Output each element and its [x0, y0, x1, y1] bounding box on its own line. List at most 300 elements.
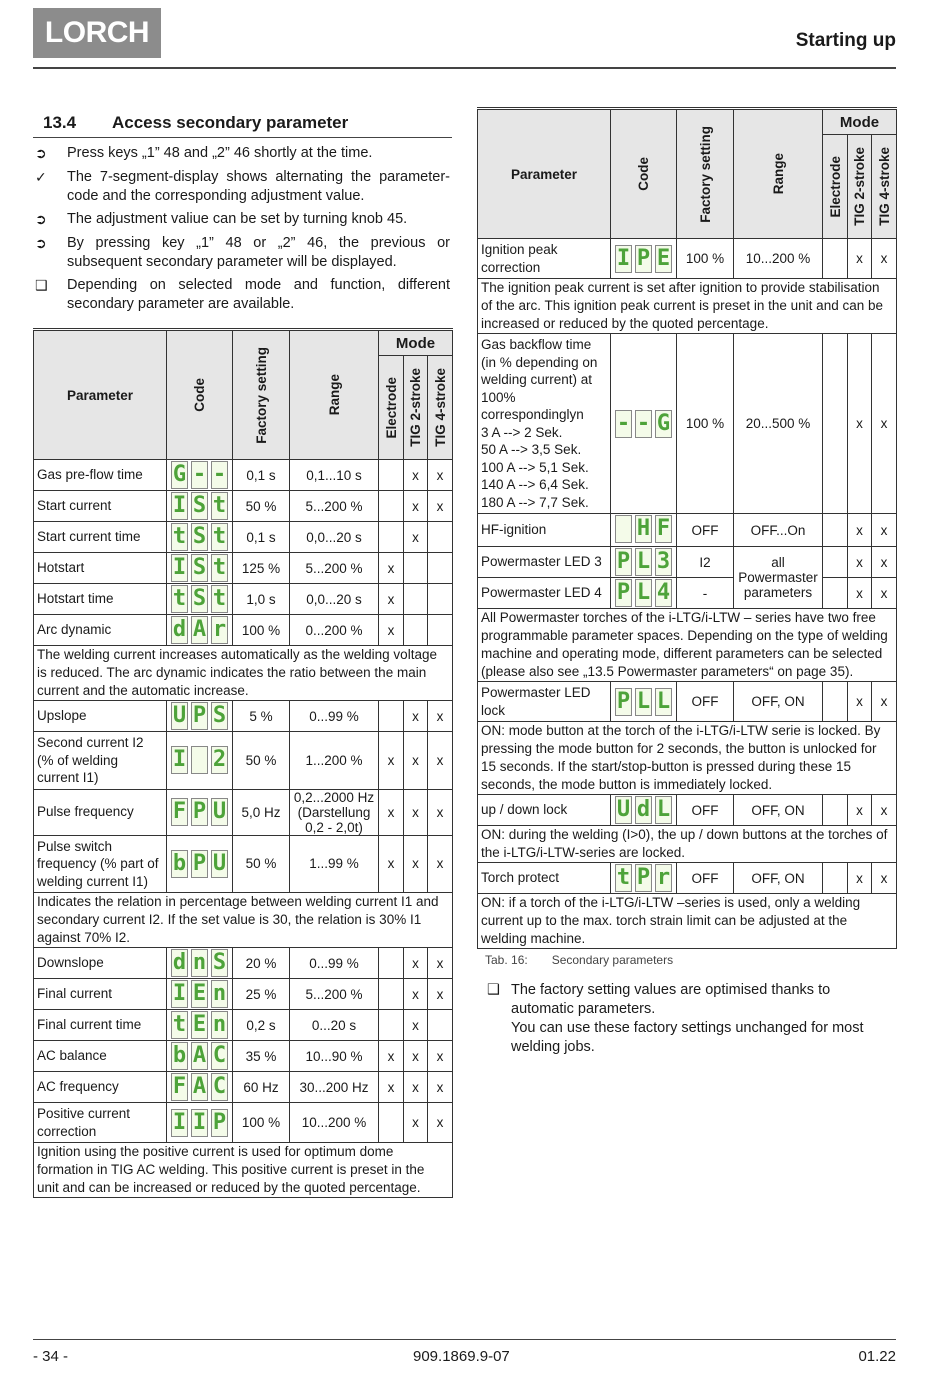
tig4-cell: x	[428, 1103, 453, 1143]
table-row	[34, 979, 453, 1010]
tig2-cell: x	[404, 1103, 428, 1143]
segment-digit: F	[172, 799, 187, 824]
segment-digit: G	[172, 462, 187, 487]
factory-cell: 5 %	[233, 701, 290, 732]
table-row	[34, 835, 453, 893]
col-tig2: TIG 2-stroke	[408, 368, 423, 447]
factory-cell: 20 %	[233, 948, 290, 979]
page-number: - 34 -	[33, 1348, 69, 1365]
seven-segment-display	[171, 1072, 228, 1102]
document-number: 909.1869.9-07	[413, 1348, 510, 1365]
code-cell	[167, 789, 233, 835]
table-row	[478, 514, 897, 547]
parameter-cell: Ignition peak correction	[478, 239, 611, 279]
segment-digit: -	[192, 462, 207, 487]
instruction-text: The 7-segment-display shows alternating the parameter-code and the corresponding adjustment value.	[67, 168, 450, 204]
code-cell	[611, 334, 677, 514]
code-cell	[167, 835, 233, 893]
instruction-item	[33, 168, 452, 206]
segment-digit: -	[616, 410, 631, 436]
segment-digit: I	[172, 555, 187, 580]
tig4-cell: x	[428, 789, 453, 835]
factory-cell: 100 %	[677, 239, 734, 279]
col-code: Code	[192, 378, 207, 412]
parameter-cell: Final current	[34, 979, 167, 1010]
segment-digit: I	[192, 1109, 207, 1135]
range-cell: OFF...On	[734, 514, 823, 547]
segment-digit: P	[192, 799, 207, 824]
instruction-text: Depending on selected mode and function, different secondary parameter are available.	[67, 277, 450, 312]
instruction-item	[33, 234, 452, 272]
segment-digit: t	[616, 865, 631, 890]
col-parameter: Parameter	[478, 109, 611, 239]
seven-segment-display	[171, 491, 228, 521]
seven-segment-display	[615, 795, 672, 825]
factory-cell: 0,1 s	[233, 460, 290, 491]
table-note-row	[478, 609, 897, 682]
table-row	[478, 795, 897, 826]
factory-cell: 5,0 Hz	[233, 789, 290, 835]
tig2-cell: x	[848, 334, 872, 514]
footer-divider	[33, 1339, 896, 1340]
tig2-cell: x	[848, 514, 872, 547]
seven-segment-display	[171, 615, 228, 645]
segment-digit: n	[192, 950, 207, 975]
tig2-cell: x	[404, 979, 428, 1010]
parameter-cell: Arc dynamic	[34, 615, 167, 646]
col-factory: Factory setting	[697, 125, 713, 223]
tig4-cell	[428, 522, 453, 553]
factory-cell: -	[677, 578, 734, 609]
col-parameter: Parameter	[34, 330, 167, 460]
segment-digit: A	[192, 1043, 207, 1068]
segment-digit: F	[172, 1074, 187, 1099]
segment-digit: b	[172, 1043, 187, 1068]
seven-segment-display	[171, 584, 228, 614]
factory-cell: OFF	[677, 795, 734, 826]
tig2-cell: x	[848, 547, 872, 578]
chapter-title: Starting up	[795, 30, 896, 51]
segment-digit: L	[636, 580, 651, 605]
segment-digit: I	[172, 747, 187, 773]
code-cell	[611, 239, 677, 279]
seven-segment-display	[171, 522, 228, 552]
seven-segment-display	[171, 797, 228, 827]
range-cell: 5...200 %	[290, 979, 379, 1010]
parameter-cell: Start current time	[34, 522, 167, 553]
seven-segment-display	[171, 460, 228, 490]
tig4-cell: x	[428, 979, 453, 1010]
code-cell	[167, 1010, 233, 1041]
tig4-cell: x	[872, 547, 897, 578]
col-tig2: TIG 2-stroke	[852, 147, 867, 226]
range-cell: 10...200 %	[290, 1103, 379, 1143]
bullet-icon: ➲	[35, 145, 47, 161]
range-cell: 0...99 %	[290, 701, 379, 732]
factory-cell: 0,2 s	[233, 1010, 290, 1041]
tig4-cell: x	[428, 460, 453, 491]
parameter-cell: Powermaster LED 3	[478, 547, 611, 578]
table-row	[478, 334, 897, 514]
left-column	[33, 113, 452, 1198]
segment-digit: E	[656, 245, 671, 271]
tig2-cell: x	[404, 1041, 428, 1072]
tig4-cell: x	[872, 334, 897, 514]
factory-cell: OFF	[677, 863, 734, 894]
segment-digit: b	[172, 850, 187, 876]
table-note-row	[478, 722, 897, 795]
range-cell: 5...200 %	[290, 553, 379, 584]
tig2-cell: x	[404, 701, 428, 732]
segment-digit: S	[192, 524, 207, 549]
table-note: The ignition peak current is set after ignition to provide stabilisation of the arc. This ignition peak current is preset in the unit and can be increased or reduced by the quoted percentage.	[478, 279, 897, 334]
range-cell: 0...20 s	[290, 1010, 379, 1041]
parameter-cell: Downslope	[34, 948, 167, 979]
factory-cell: 35 %	[233, 1041, 290, 1072]
col-tig4: TIG 4-stroke	[432, 368, 448, 447]
code-cell	[611, 682, 677, 722]
tig4-cell: x	[428, 701, 453, 732]
segment-digit: S	[212, 703, 227, 728]
table-note-row	[478, 826, 897, 863]
code-cell	[167, 460, 233, 491]
segment-digit: r	[656, 865, 671, 890]
instruction-text: By pressing key „1” 48 or „2” 46, the previous or subsequent secondary parameter will be displayed.	[67, 234, 450, 270]
seven-segment-display	[171, 849, 228, 879]
segment-digit: t	[212, 555, 227, 580]
code-cell	[167, 491, 233, 522]
tig4-cell	[428, 584, 453, 615]
factory-note-text-2: You can use these factory settings unchanged for most welding jobs.	[511, 1020, 864, 1055]
col-mode: Mode	[823, 109, 897, 135]
factory-cell: 0,1 s	[233, 522, 290, 553]
electrode-cell	[379, 460, 404, 491]
table-row	[34, 732, 453, 790]
segment-digit: A	[192, 617, 207, 642]
segment-digit: U	[616, 797, 631, 822]
table-row	[34, 948, 453, 979]
table-row	[34, 584, 453, 615]
tig2-cell: x	[404, 491, 428, 522]
code-cell	[611, 863, 677, 894]
segment-digit: G	[656, 410, 671, 436]
segment-digit: S	[192, 493, 207, 518]
tig4-cell: x	[428, 491, 453, 522]
segment-digit: U	[172, 703, 187, 728]
code-cell	[167, 1072, 233, 1103]
col-tig4: TIG 4-stroke	[876, 147, 892, 226]
factory-cell: 25 %	[233, 979, 290, 1010]
table-row	[34, 701, 453, 732]
table-row	[478, 547, 897, 578]
code-cell	[167, 979, 233, 1010]
tig4-cell: x	[428, 835, 453, 893]
electrode-cell: x	[379, 553, 404, 584]
parameter-cell: Powermaster LED lock	[478, 682, 611, 722]
factory-cell: 100 %	[677, 334, 734, 514]
seven-segment-display	[615, 578, 672, 608]
segment-digit: I	[172, 493, 187, 518]
tig2-cell	[404, 584, 428, 615]
tig2-cell: x	[404, 948, 428, 979]
code-cell	[167, 1103, 233, 1143]
table-row	[34, 553, 453, 584]
section-number: 13.4	[43, 113, 77, 132]
tig2-cell: x	[404, 789, 428, 835]
tig2-cell	[404, 553, 428, 584]
segment-digit: E	[192, 1012, 207, 1037]
parameter-cell: up / down lock	[478, 795, 611, 826]
tig4-cell: x	[872, 682, 897, 722]
tig2-cell: x	[848, 682, 872, 722]
code-cell	[167, 584, 233, 615]
segment-digit: -	[212, 462, 227, 487]
range-cell: 0,0...20 s	[290, 584, 379, 615]
parameter-cell: Pulse switch frequency (% part of welding current I1)	[34, 835, 167, 893]
electrode-cell	[379, 1010, 404, 1041]
factory-cell: I2	[677, 547, 734, 578]
bullet-icon: ➲	[35, 234, 47, 251]
table-note: Ignition using the positive current is used for optimum dome formation in TIG AC welding. This positive current is preset in the unit and can be increased or reduced by the quoted percentage.	[34, 1143, 453, 1198]
segment-digit: d	[172, 950, 187, 975]
segment-digit: S	[212, 950, 227, 975]
electrode-cell	[823, 334, 848, 514]
segment-digit: P	[212, 1109, 227, 1135]
segment-digit: E	[192, 981, 207, 1006]
range-cell: 20...500 %	[734, 334, 823, 514]
instruction-item	[33, 210, 452, 229]
seven-segment-display	[171, 1010, 228, 1040]
section-heading	[33, 113, 452, 138]
seven-segment-display	[615, 244, 672, 274]
factory-cell: 1,0 s	[233, 584, 290, 615]
segment-digit: H	[636, 516, 651, 541]
table-row	[34, 491, 453, 522]
table-row	[478, 578, 897, 609]
seven-segment-display	[171, 745, 228, 775]
range-cell: 10...90 %	[290, 1041, 379, 1072]
seven-segment-display	[615, 687, 672, 717]
factory-cell: 50 %	[233, 835, 290, 893]
electrode-cell: x	[379, 1072, 404, 1103]
parameter-cell: Hotstart	[34, 553, 167, 584]
table-note-row	[34, 646, 453, 701]
segment-digit: P	[616, 688, 631, 714]
tig2-cell: x	[848, 578, 872, 609]
electrode-cell	[823, 547, 848, 578]
electrode-cell	[379, 1103, 404, 1143]
electrode-cell: x	[379, 789, 404, 835]
segment-digit: L	[656, 688, 671, 714]
header-divider	[33, 67, 896, 69]
segment-digit: C	[212, 1043, 227, 1068]
electrode-cell	[379, 522, 404, 553]
parameter-cell: HF-ignition	[478, 514, 611, 547]
tig2-cell: x	[848, 239, 872, 279]
revision-date: 01.22	[858, 1348, 896, 1365]
seven-segment-display	[171, 1041, 228, 1071]
tig4-cell: x	[428, 1041, 453, 1072]
table-row	[34, 522, 453, 553]
tig2-cell: x	[404, 835, 428, 893]
col-factory: Factory setting	[253, 346, 269, 444]
range-cell: 0,0...20 s	[290, 522, 379, 553]
range-cell: OFF, ON	[734, 863, 823, 894]
segment-digit: L	[636, 549, 651, 574]
segment-digit: t	[172, 586, 187, 611]
code-cell	[611, 795, 677, 826]
range-cell: 10...200 %	[734, 239, 823, 279]
segment-digit	[191, 746, 208, 774]
tig2-cell: x	[848, 863, 872, 894]
segment-digit: U	[212, 799, 227, 824]
code-cell	[167, 948, 233, 979]
code-cell	[611, 547, 677, 578]
tig4-cell: x	[428, 948, 453, 979]
tig2-cell: x	[404, 460, 428, 491]
parameter-cell: AC frequency	[34, 1072, 167, 1103]
parameter-cell: Positive current correction	[34, 1103, 167, 1143]
range-cell: 5...200 %	[290, 491, 379, 522]
range-cell: 0,1...10 s	[290, 460, 379, 491]
segment-digit: I	[172, 981, 187, 1006]
table-note: ON: mode button at the torch of the i-LTG/i-LTW serie is locked. By pressing the mode button for 2 seconds, the button is unlocked for 15 seconds. If the start/stop-button is pressed during these 15 seconds, the mode button is immediately locked.	[478, 722, 897, 795]
col-range: Range	[770, 153, 786, 195]
table-row	[478, 239, 897, 279]
range-cell: 0...200 %	[290, 615, 379, 646]
table-note: ON: if a torch of the i-LTG/i-LTW –series is used, only a welding current up to the max. torch strain limit can be adjusted at the welding machine.	[478, 894, 897, 949]
parameter-cell: Powermaster LED 4	[478, 578, 611, 609]
seven-segment-display	[615, 409, 672, 439]
parameter-cell: Start current	[34, 491, 167, 522]
segment-digit: L	[656, 797, 671, 822]
tig2-cell: x	[848, 795, 872, 826]
tig2-cell: x	[404, 732, 428, 790]
segment-digit: L	[636, 688, 651, 714]
code-cell	[167, 732, 233, 790]
electrode-cell	[823, 514, 848, 547]
table-row	[34, 460, 453, 491]
electrode-cell: x	[379, 1041, 404, 1072]
parameter-cell: Final current time	[34, 1010, 167, 1041]
table-row	[34, 1072, 453, 1103]
col-electrode: Electrode	[827, 155, 843, 218]
code-cell	[167, 1041, 233, 1072]
segment-digit: S	[192, 555, 207, 580]
segment-digit: d	[172, 617, 187, 642]
factory-cell: OFF	[677, 682, 734, 722]
segment-digit: d	[636, 797, 651, 822]
section-title: Access secondary parameter	[112, 113, 349, 132]
code-cell	[611, 514, 677, 547]
tig2-cell: x	[404, 1072, 428, 1103]
segment-digit: U	[212, 850, 227, 876]
factory-cell: 50 %	[233, 732, 290, 790]
segment-digit: n	[212, 981, 227, 1006]
tig4-cell: x	[428, 732, 453, 790]
factory-cell: 125 %	[233, 553, 290, 584]
seven-segment-display	[171, 1108, 228, 1138]
parameter-cell: Torch protect	[478, 863, 611, 894]
tig4-cell: x	[872, 514, 897, 547]
electrode-cell	[379, 491, 404, 522]
electrode-cell	[823, 682, 848, 722]
table-note-row	[34, 893, 453, 948]
seven-segment-display	[615, 514, 672, 544]
parameter-cell: Pulse frequency	[34, 789, 167, 835]
segment-digit	[615, 515, 632, 543]
segment-digit: A	[192, 1074, 207, 1099]
segment-digit: P	[192, 850, 207, 876]
tig4-cell: x	[872, 863, 897, 894]
parameter-cell: Hotstart time	[34, 584, 167, 615]
range-cell: 1...99 %	[290, 835, 379, 893]
caption-label: Tab. 16:	[485, 953, 528, 967]
tig4-cell	[428, 1010, 453, 1041]
instruction-text: Press keys „1” 48 and „2” 46 shortly at the time.	[67, 145, 373, 161]
parameter-cell: Gas pre-flow time	[34, 460, 167, 491]
tig4-cell	[428, 553, 453, 584]
parameter-cell: AC balance	[34, 1041, 167, 1072]
segment-digit: 2	[212, 747, 227, 773]
segment-digit: t	[212, 493, 227, 518]
table-note-row	[478, 894, 897, 949]
table-row	[34, 1010, 453, 1041]
electrode-cell	[823, 863, 848, 894]
tig4-cell: x	[872, 578, 897, 609]
seven-segment-display	[171, 701, 228, 731]
segment-digit: I	[172, 1109, 187, 1135]
table-note: The welding current increases automatically as the welding voltage is reduced. The arc dynamic indicates the ratio between the main current and the automatic increase.	[34, 646, 453, 701]
instruction-list	[33, 144, 452, 314]
segment-digit: P	[616, 549, 631, 574]
table-note: Indicates the relation in percentage between welding current I1 and secondary current I2. If the set value is 30, the relation is 30% I1 against 70% I2.	[34, 893, 453, 948]
segment-digit: P	[636, 865, 651, 890]
col-electrode: Electrode	[383, 376, 399, 439]
table-row	[478, 682, 897, 722]
code-cell	[611, 578, 677, 609]
segment-digit: P	[192, 703, 207, 728]
tig4-cell	[428, 615, 453, 646]
segment-digit: C	[212, 1074, 227, 1099]
range-cell: 1...200 %	[290, 732, 379, 790]
bullet-icon: ➲	[35, 211, 47, 227]
code-cell	[167, 553, 233, 584]
seven-segment-display	[171, 553, 228, 583]
segment-digit: t	[172, 1012, 187, 1037]
factory-cell: 60 Hz	[233, 1072, 290, 1103]
seven-segment-display	[615, 863, 672, 893]
col-code: Code	[636, 157, 651, 191]
factory-note	[477, 981, 896, 1057]
factory-cell: 100 %	[233, 615, 290, 646]
bullet-icon: ✓	[35, 168, 47, 185]
right-column	[477, 107, 896, 1057]
electrode-cell	[379, 979, 404, 1010]
segment-digit: I	[616, 245, 631, 271]
secondary-parameter-table-right	[477, 107, 897, 949]
instruction-item	[33, 144, 452, 163]
electrode-cell	[823, 795, 848, 826]
col-range: Range	[326, 374, 342, 416]
tig4-cell: x	[428, 1072, 453, 1103]
caption-text: Secondary parameters	[551, 953, 674, 967]
segment-digit: n	[212, 1012, 227, 1037]
electrode-cell	[823, 578, 848, 609]
factory-cell: OFF	[677, 514, 734, 547]
table-row	[478, 863, 897, 894]
range-cell: all Powermaster parameters	[734, 547, 823, 609]
